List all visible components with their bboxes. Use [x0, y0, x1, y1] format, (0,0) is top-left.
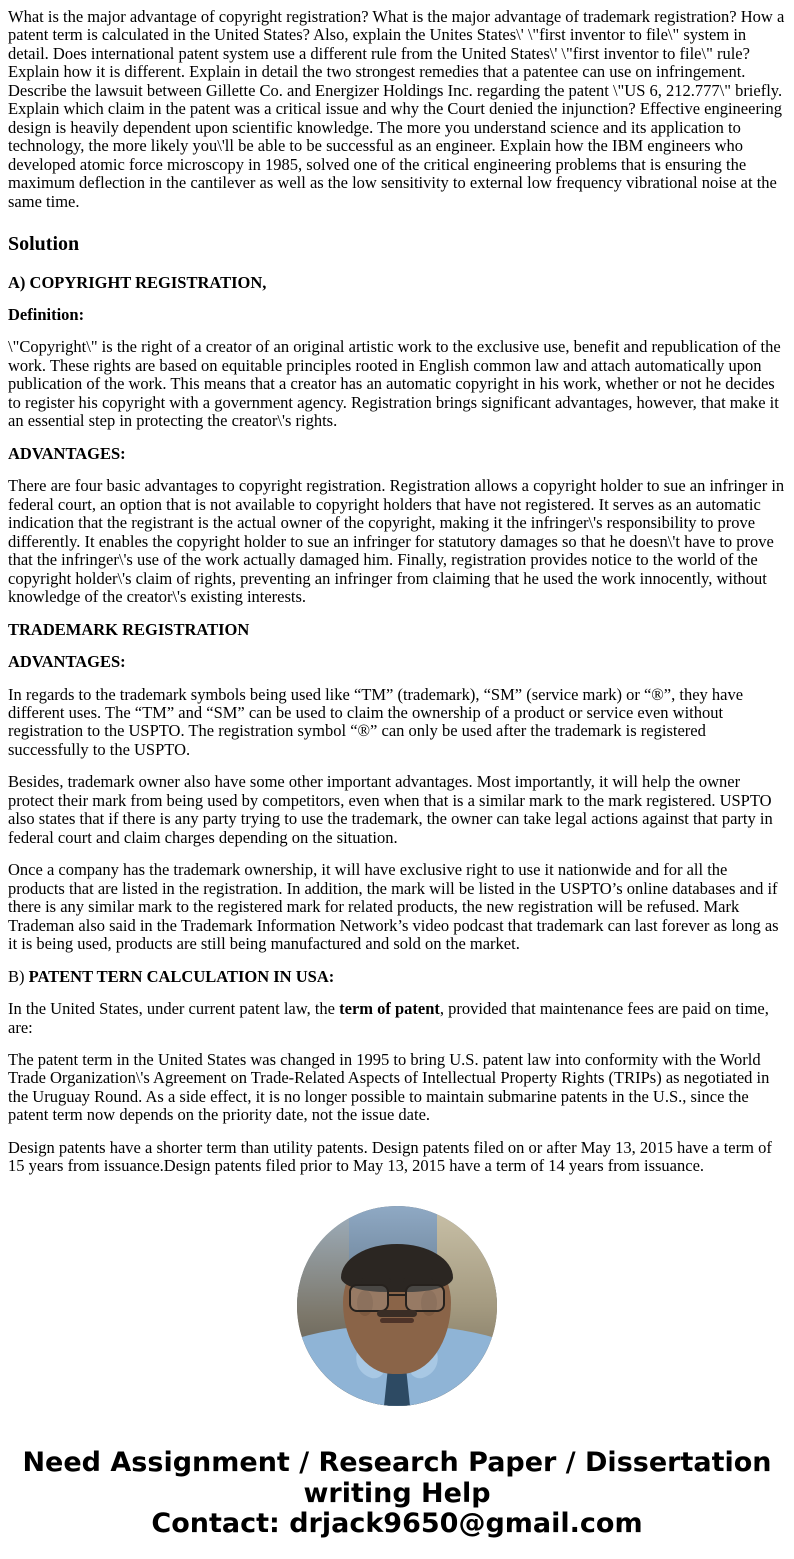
copyright-advantages-body: There are four basic advantages to copyright registration. Registration allows a copyright holder to sue an infringer in federal court, an option that is not available to copyright holders that have not registered. It serves as an automatic indication that the registrant is the actual owner of the copyright, making it the infringer\'s responsibility to prove differently. It enables the copyright holder to sue an infringer for statutory damages so that he doesn\'t have to prove that the infringer\'s use of the work actually damaged him. Finally, registration provides notice to the world of the copyright holder\'s claim of rights, preventing an infringer from claiming that he used the work innocently, without knowledge of the creator\'s existing interests.	[8, 476, 785, 607]
footer-line-2: writing Help	[303, 1477, 491, 1509]
person-glasses	[349, 1284, 445, 1308]
patent-term-prefix: In the United States, under current patent law, the	[8, 999, 340, 1019]
avatar	[297, 1206, 497, 1406]
person-mouth	[380, 1318, 414, 1323]
author-photo-figure	[8, 1206, 786, 1410]
patent-term-suffix: , provided that maintenance fees are paid on time, are:	[8, 999, 769, 1037]
patent-term-bold: term of patent	[339, 999, 440, 1019]
person-eyebrow-right	[403, 1278, 433, 1283]
copyright-advantages-heading: ADVANTAGES:	[8, 443, 126, 463]
footer-line-3: Contact: drjack9650@gmail.com	[151, 1507, 643, 1539]
footer-contact-block	[8, 1448, 786, 1539]
patent-term-line	[8, 1000, 786, 1037]
glasses-lens-right	[405, 1284, 445, 1312]
patent-body-2: Design patents have a shorter term than utility patents. Design patents filed on or after May 13, 2015 have a term of 15 years from issuance.Design patents filed prior to May 13, 2015 have a term of 14 years from issuance.	[8, 1137, 772, 1176]
definition-body: \"Copyright\" is the right of a creator of an original artistic work to the exclusive use, benefit and republication of the work. These rights are based on equitable principles rooted in English common law and attach automatically upon publication of the work. This means that a creator has an automatic copyright in his work, whether or not he decides to register his copyright with a government agency. Registration brings significant advantages, however, that make it an essential step in protecting the creator\'s rights.	[8, 337, 781, 431]
glasses-lens-left	[349, 1284, 389, 1312]
patent-body-1: The patent term in the United States was changed in 1995 to bring U.S. patent law into conformity with the World Trade Organization\'s Agreement on Trade-Related Aspects of Intellectual Property Rights (TRIPs) as negotiated in the Uruguay Round. As a side effect, it is no longer possible to maintain submarine patents in the U.S., since the patent term now depends on the priority date, not the issue date.	[8, 1050, 770, 1125]
section-b-heading: PATENT TERN CALCULATION IN USA:	[28, 966, 335, 986]
trademark-body-3: Once a company has the trademark ownership, it will have exclusive right to use it nationwide and for all the products that are listed in the registration. In addition, the mark will be listed in the USPTO’s online databases and if there is any similar mark to the registered mark for related products, the new registration will be refused. Mark Trademan also said in the Trademark Information Network’s video podcast that trademark can last forever as long as it is being used, products are still being manufactured and sold on the market.	[8, 860, 779, 954]
trademark-advantages-heading: ADVANTAGES:	[8, 652, 126, 672]
footer-line-1: Need Assignment / Research Paper / Dissertation	[22, 1447, 772, 1479]
section-b-prefix: B)	[8, 966, 29, 986]
person-mustache	[377, 1310, 417, 1317]
trademark-body-1: In regards to the trademark symbols being used like “TM” (trademark), “SM” (service mark) or “®”, they have different uses. The “TM” and “SM” can be used to claim the ownership of a product or service even without registration to the USPTO. The registration symbol “®” can only be used after the trademark is registered successfully to the USPTO.	[8, 684, 744, 759]
trademark-body-2: Besides, trademark owner also have some other important advantages. Most importantly, it will help the owner protect their mark from being used by competitors, even when that is a similar mark to the mark registered. USPTO also states that if there is any party trying to use the trademark, the owner can take legal actions against that party in federal court and claim charges depending on the situation.	[8, 772, 773, 847]
solution-heading: Solution	[8, 233, 80, 256]
definition-heading: Definition:	[8, 305, 85, 325]
question-paragraph: What is the major advantage of copyright registration? What is the major advantage of trademark registration? How a patent term is calculated in the United States? Also, explain the Unites States\' \"first inventor to file\" system in detail. Does international patent system use a different rule from the United States\' \"first inventor to file\" rule? Explain how it is different. Explain in detail the two strongest remedies that a patentee can use on infringement. Describe the lawsuit between Gillette Co. and Energizer Holdings Inc. regarding the patent \"US 6, 212.777\" briefly. Explain which claim in the patent was a critical issue and why the Court denied the injunction? Effective engineering design is heavily dependent upon scientific knowledge. The more you understand science and its application to technology, the more likely you\'ll be able to be successful as an engineer. Explain how the IBM engineers who developed atomic force microscopy in 1985, solved one of the critical engineering problems that is ensuring the maximum deflection in the cantilever as well as the low sensitivity to external low frequency vibrational noise at the same time.	[8, 7, 785, 211]
section-a-heading: A) COPYRIGHT REGISTRATION,	[8, 272, 267, 292]
trademark-registration-heading: TRADEMARK REGISTRATION	[8, 619, 250, 639]
glasses-bridge	[387, 1294, 407, 1296]
section-b-heading-line	[8, 968, 786, 986]
person-eyebrow-left	[361, 1278, 391, 1283]
